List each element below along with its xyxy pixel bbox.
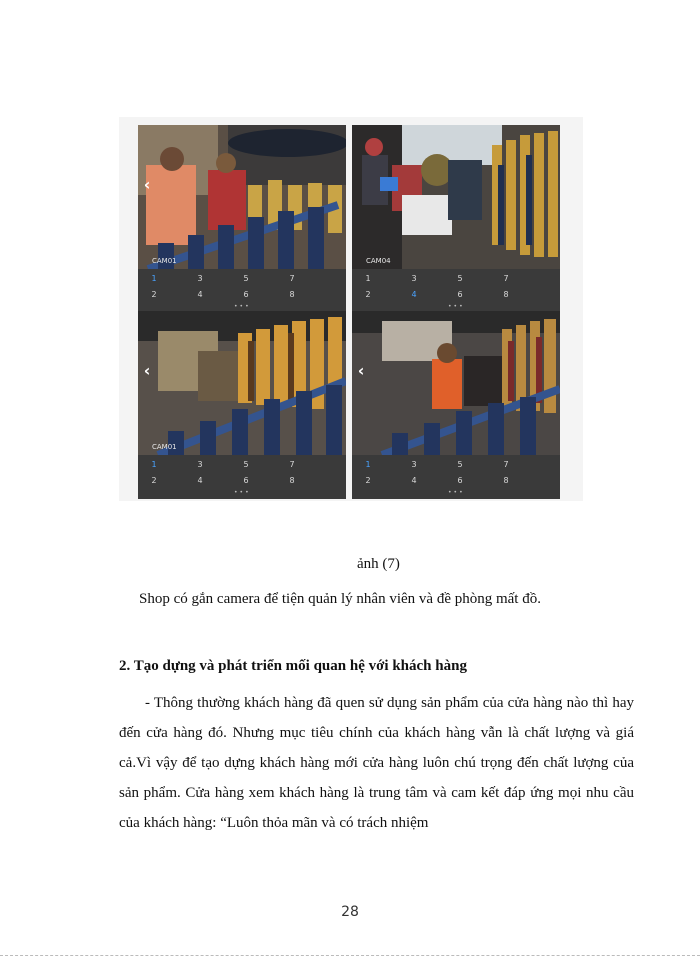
- camera-scene-image: [352, 125, 560, 269]
- camera-view-4: [352, 311, 560, 499]
- channel-button[interactable]: 3: [411, 460, 417, 469]
- camera-scene-image: [138, 311, 346, 455]
- channel-button[interactable]: 3: [197, 274, 203, 283]
- channel-button[interactable]: 6: [243, 290, 249, 299]
- channel-button[interactable]: 1: [151, 460, 157, 469]
- page-bottom-rule: [0, 955, 700, 956]
- channel-selector-bar: [138, 455, 346, 499]
- page-number: 28: [341, 904, 359, 920]
- camera-label: CAM01: [152, 257, 177, 265]
- channel-button[interactable]: 4: [197, 476, 203, 485]
- channel-button[interactable]: 2: [365, 290, 371, 299]
- page-dots: •••: [234, 489, 251, 496]
- previous-camera-arrow-icon[interactable]: ‹: [357, 361, 365, 380]
- channel-button[interactable]: 6: [457, 290, 463, 299]
- channel-button[interactable]: 1: [365, 274, 371, 283]
- paragraph-text: - Thông thường khách hàng đã quen sử dụng sản phẩm của cửa hàng nào thì hay đến cửa hàng đó. Nhưng mục tiêu chính của khách hàng vẫn là chất lượng và giá cả.Vì vậy để tạo dựng khách hàng mới cửa hàng luôn chú trọng đến chất lượng của sản phẩm. Cửa hàng xem khách hàng là trung tâm và cam kết đáp ứng mọi nhu cầu của khách hàng: “Luôn thỏa mãn và có trách nhiệm: [119, 695, 634, 831]
- channel-selector-bar: [352, 269, 560, 313]
- channel-button[interactable]: 8: [503, 290, 509, 299]
- channel-button[interactable]: 8: [289, 290, 295, 299]
- channel-button[interactable]: 5: [457, 274, 463, 283]
- camera-view-1: [138, 125, 346, 313]
- camera-scene-image: [352, 311, 560, 455]
- channel-button[interactable]: 5: [457, 460, 463, 469]
- previous-camera-arrow-icon[interactable]: ‹: [143, 361, 151, 380]
- figure-description: Shop có gắn camera để tiện quản lý nhân viên và đề phòng mất đồ.: [139, 591, 541, 607]
- camera-view-3: [138, 311, 346, 499]
- page-dots: •••: [448, 303, 465, 310]
- channel-button[interactable]: 7: [503, 274, 509, 283]
- channel-button[interactable]: 8: [503, 476, 509, 485]
- channel-button[interactable]: 6: [457, 476, 463, 485]
- channel-button[interactable]: 7: [503, 460, 509, 469]
- channel-button[interactable]: 3: [411, 274, 417, 283]
- channel-button[interactable]: 7: [289, 274, 295, 283]
- channel-selector-bar: [138, 269, 346, 313]
- page-dots: •••: [448, 489, 465, 496]
- channel-button[interactable]: 2: [365, 476, 371, 485]
- channel-selector-bar: [352, 455, 560, 499]
- channel-button[interactable]: 5: [243, 274, 249, 283]
- channel-button[interactable]: 4: [197, 290, 203, 299]
- channel-button[interactable]: 6: [243, 476, 249, 485]
- channel-button[interactable]: 8: [289, 476, 295, 485]
- channel-button[interactable]: 5: [243, 460, 249, 469]
- channel-button[interactable]: 3: [197, 460, 203, 469]
- camera-scene-image: [138, 125, 346, 269]
- body-paragraph: [119, 688, 634, 838]
- camera-view-2: [352, 125, 560, 313]
- camera-mosaic-figure: [119, 117, 583, 501]
- channel-button[interactable]: 1: [151, 274, 157, 283]
- camera-label: CAM04: [366, 257, 391, 265]
- channel-button[interactable]: 4: [411, 476, 417, 485]
- camera-label: CAM01: [152, 443, 177, 451]
- previous-camera-arrow-icon[interactable]: ‹: [143, 175, 151, 194]
- section-heading: 2. Tạo dựng và phát triển mối quan hệ với khách hàng: [119, 658, 467, 674]
- page-dots: •••: [234, 303, 251, 310]
- channel-button[interactable]: 4: [411, 290, 417, 299]
- figure-caption: ảnh (7): [357, 556, 400, 572]
- channel-button[interactable]: 7: [289, 460, 295, 469]
- channel-button[interactable]: 1: [365, 460, 371, 469]
- channel-button[interactable]: 2: [151, 476, 157, 485]
- channel-button[interactable]: 2: [151, 290, 157, 299]
